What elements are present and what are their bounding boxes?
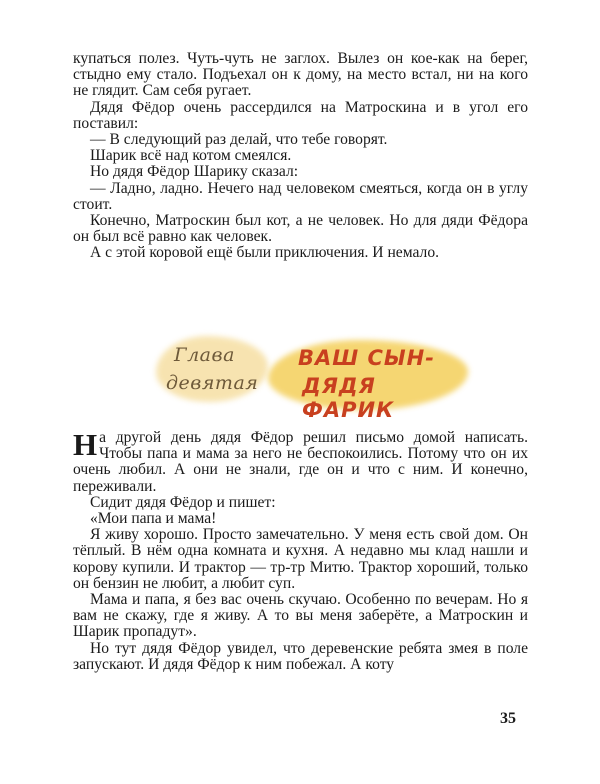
paragraph-text: а другой день дядя Фёдор решил письмо домой написать. Чтобы папа и мама за него не беспокоились. Потому что он их очень любил. А они не знали, где он и что с ним. И конечно, переживали. [73, 429, 528, 495]
paragraph: Дядя Фёдор очень рассердился на Матроскина и в угол его поставил: [73, 98, 528, 132]
chapter-label-word: Глава [174, 344, 235, 366]
paragraph: Конечно, Матроскин был кот, а не человек. Но для дяди Фёдора он был всё равно как человек. [73, 212, 528, 246]
paragraph: Мама и папа, я без вас очень скучаю. Особенно по вечерам. Но я вам не скажу, где я живу. А то вы меня заберёте, а Матроскин и Шарик пропадут». [73, 591, 528, 641]
chapter-title-line1: ВАШ СЫН- [298, 346, 435, 370]
paragraph: — Ладно, ладно. Нечего над человеком смеяться, когда он в углу стоит. [73, 179, 528, 213]
chapter-label-number: девятая [166, 372, 259, 394]
paragraph: «Мои папа и мама! [90, 510, 217, 528]
page-number: 35 [500, 710, 516, 727]
paragraph: купаться полез. Чуть-чуть не заглох. Вылез он кое-как на берег, стыдно ему стало. Подъехал он к дому, на место встал, ни на кого не глядит. Сам себя ругает. [73, 50, 528, 100]
chapter-heading [150, 330, 470, 422]
paragraph: Я живу хорошо. Просто замечательно. У меня есть свой дом. Он тёплый. В нём одна комната и кухня. А недавно мы клад нашли и корову купили. И трактор — тр-тр Митю. Трактор хороший, только он бензин не любит, а любит суп. [73, 526, 528, 592]
paragraph: Но дядя Фёдор Шарику сказал: [90, 163, 299, 181]
paragraph: Но тут дядя Фёдор увидел, что деревенские ребята змея в поле запускают. И дядя Фёдор к ним побежал. А коту [73, 639, 528, 673]
drop-cap: Н [73, 427, 98, 462]
chapter-title-line2: ДЯДЯ ФАРИК [302, 374, 395, 422]
paragraph [73, 427, 528, 495]
paragraph: А с этой коровой ещё были приключения. И немало. [90, 244, 440, 262]
paragraph: Сидит дядя Фёдор и пишет: [90, 493, 276, 511]
paragraph: — В следующий раз делай, что тебе говорят. [90, 131, 388, 149]
top-text-block [73, 51, 528, 262]
paragraph: Шарик всё над котом смеялся. [90, 147, 292, 165]
bottom-text-block [73, 427, 528, 673]
